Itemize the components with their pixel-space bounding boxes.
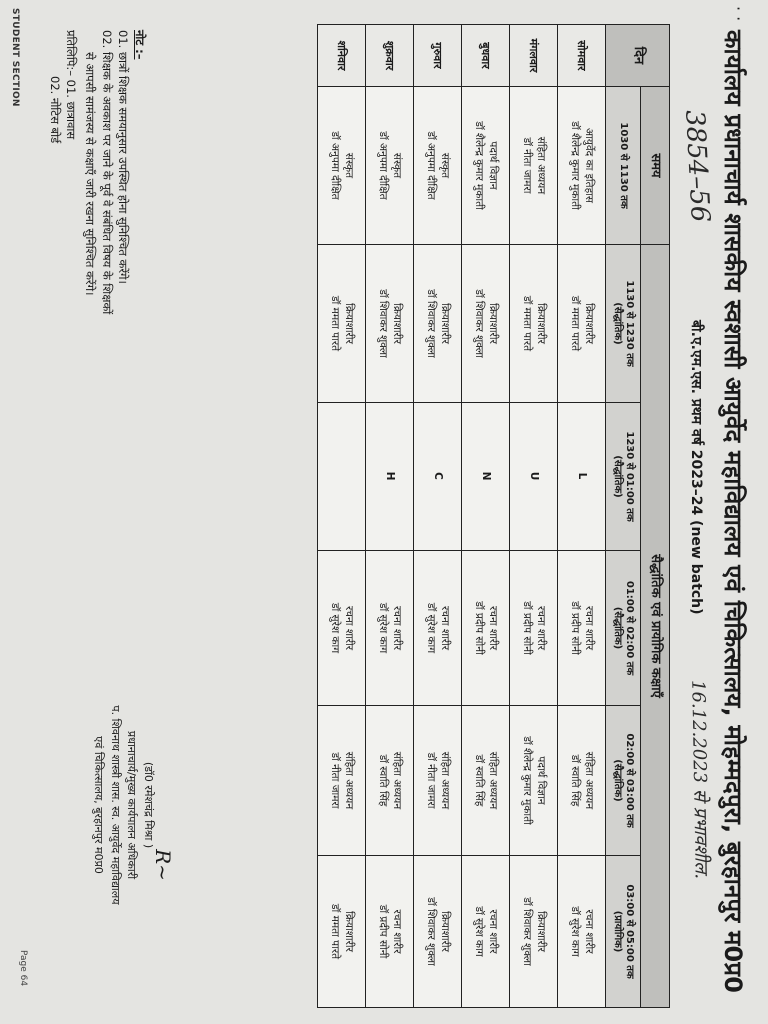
- class-cell: रचना शारीर डॉ सुरेश काग: [414, 551, 462, 706]
- class-cell: संस्कृत डॉ अनुपमा दीक्षित: [414, 87, 462, 245]
- handwritten-effective-date: 16.12.2023 से प्रभावशील.: [687, 679, 712, 880]
- class-cell: क्रियाशारीर डॉ शिवाकर शुक्ला: [366, 245, 414, 403]
- notes-section: [46, 30, 148, 590]
- day-cell: शनिवार: [318, 25, 366, 87]
- office-title: कार्यालय प्रधानाचार्य शासकीय स्वशासी आयुर्वेद महाविद्यालय एवं चिकित्सालय, मोहम्मदपुरा, बुरहानपुर म0प्र0: [719, 30, 747, 994]
- lunch-cell: L: [558, 403, 606, 551]
- slot-header: 1030 से 1130 तक: [606, 87, 641, 245]
- day-cell: सोमवार: [558, 25, 606, 87]
- slot-header: 03:00 से 05:00 तक (प्रायोगिक): [606, 856, 641, 1008]
- class-cell: संहिता अध्ययन डॉ स्वाति सिंह: [558, 706, 606, 856]
- table-row: [510, 25, 558, 1008]
- signatory-designation: प्रधानाचार्य/मुख्य कार्यपालन अधिकारी: [125, 730, 139, 880]
- signatory-institution: प. शिवनाथ शास्त्री शास. स्व. आयुर्वेद महाविद्यालय: [109, 705, 122, 905]
- class-cell: क्रियाशारीर डॉ ममता पारते: [558, 245, 606, 403]
- day-column-header: दिन: [606, 25, 670, 87]
- class-cell: संहिता अध्ययन डॉ नीता जामरा: [318, 706, 366, 856]
- class-cell: क्रियाशारीर डॉ शिवाकर शुक्ला: [510, 856, 558, 1008]
- table-row: [366, 25, 414, 1008]
- day-cell: बुधवार: [462, 25, 510, 87]
- class-cell: संस्कृत डॉ अनुपमा दीक्षित: [366, 87, 414, 245]
- class-cell: संस्कृत डॉ अनुपमा दीक्षित: [318, 87, 366, 245]
- class-cell: क्रियाशारीर डॉ ममता पारते: [510, 245, 558, 403]
- lunch-cell: C: [414, 403, 462, 551]
- student-section-footer: STUDENT SECTION: [10, 8, 20, 107]
- note-item: से आपसी सामंजस्य से कक्षाएँ जारी रखना सुनिश्चित करेंगे।: [82, 52, 97, 296]
- class-cell: क्रियाशारीर डॉ शिवाकर शुक्ला: [462, 245, 510, 403]
- class-cell: रचना शारीर डॉ प्रदीप सोनी: [510, 551, 558, 706]
- signatory-address: एवं चिकित्सालय, बुरहानपुर म0प्र0: [92, 736, 106, 874]
- class-cell: क्रियाशारीर डॉ ममता पारते: [318, 245, 366, 403]
- table-row: [558, 25, 606, 1008]
- class-cell: रचना शारीर डॉ सुरेश काग: [366, 551, 414, 706]
- table-row: [414, 25, 462, 1008]
- page-number: Page 64: [18, 950, 28, 987]
- class-cell: रचना शारीर डॉ सुरेश काग: [318, 551, 366, 706]
- class-cell: रचना शारीर डॉ प्रदीप सोनी: [366, 856, 414, 1008]
- signature-block: [90, 640, 178, 970]
- table-row: [318, 25, 366, 1008]
- day-cell: मंगलवार: [510, 25, 558, 87]
- class-cell: पदार्थ विज्ञान डॉ शैलेन्द्र कुमार मुकाती: [510, 706, 558, 856]
- timetable: [317, 24, 670, 1008]
- course-subtitle: बी.ए.एम.एस. प्रथम वर्ष 2023–24 (new batch): [688, 320, 704, 615]
- handwritten-reference-number: 3854–56: [679, 109, 715, 223]
- class-cell: क्रियाशारीर डॉ शिवाकर शुक्ला: [414, 856, 462, 1008]
- handwritten-signature: R~: [151, 849, 175, 881]
- time-column-header: समय: [641, 87, 670, 245]
- day-cell: गुरुवार: [414, 25, 462, 87]
- copy-item: 02. नोटिस बोर्ड: [47, 76, 62, 144]
- class-cell: क्रियाशारीर डॉ शिवाकर शुक्ला: [414, 245, 462, 403]
- class-cell: संहिता अध्ययन डॉ नीता जामरा: [510, 87, 558, 245]
- class-cell: रचना शारीर डॉ प्रदीप सोनी: [462, 551, 510, 706]
- lunch-cell: N: [462, 403, 510, 551]
- note-item: 01. छात्रों शिक्षक समयानुसार उपस्थित होना सुनिश्चित करेंगे।: [116, 30, 131, 284]
- class-group-header: सैद्धांतिक एवं प्रायोगिक कक्षाएँ: [641, 245, 670, 1008]
- slot-header: 1230 से 01:00 तक (सैद्धांतिक): [606, 403, 641, 551]
- class-cell: पदार्थ विज्ञान डॉ शैलेन्द्र कुमार मुकाती: [462, 87, 510, 245]
- class-cell: संहिता अध्ययन डॉ नीता जामरा: [414, 706, 462, 856]
- class-cell: रचना शारीर डॉ प्रदीप सोनी: [558, 551, 606, 706]
- class-cell: संहिता अध्ययन डॉ स्वाति सिंह: [462, 706, 510, 856]
- notes-title: नोट :–: [133, 30, 147, 60]
- class-cell: रचना शारीर डॉ सुरेश काग: [558, 856, 606, 1008]
- top-marks: · ·: [729, 6, 748, 22]
- note-item: 02. शिक्षक के अवकाश पर जाने के पूर्व वे संबंधित विषय के शिक्षकों: [99, 30, 114, 315]
- slot-header: 01:00 से 02:00 तक (सैद्धांतिक): [606, 551, 641, 706]
- class-cell: संहिता अध्ययन डॉ स्वाति सिंह: [366, 706, 414, 856]
- copy-list: [46, 30, 79, 590]
- class-cell: आयुर्वेद का इतिहास डॉ शैलेन्द्र कुमार मुकाती: [558, 87, 606, 245]
- slot-header: 1130 से 1230 तक (सैद्धांतिक): [606, 245, 641, 403]
- signatory-name: (डॉ0 रमेशचंद्र मिश्रा ): [142, 761, 155, 849]
- day-cell: शुक्रवार: [366, 25, 414, 87]
- class-cell: रचना शारीर डॉ सुरेश काग: [462, 856, 510, 1008]
- lunch-cell: H: [366, 403, 414, 551]
- copy-label: प्रतिलिपि:– 01. छात्रावास: [64, 30, 79, 140]
- lunch-cell: [318, 403, 366, 551]
- table-row: [462, 25, 510, 1008]
- slot-header: 02:00 से 03:00 तक (सैद्धांतिक): [606, 706, 641, 856]
- class-cell: क्रियाशारीर डॉ ममता पारते: [318, 856, 366, 1008]
- lunch-cell: U: [510, 403, 558, 551]
